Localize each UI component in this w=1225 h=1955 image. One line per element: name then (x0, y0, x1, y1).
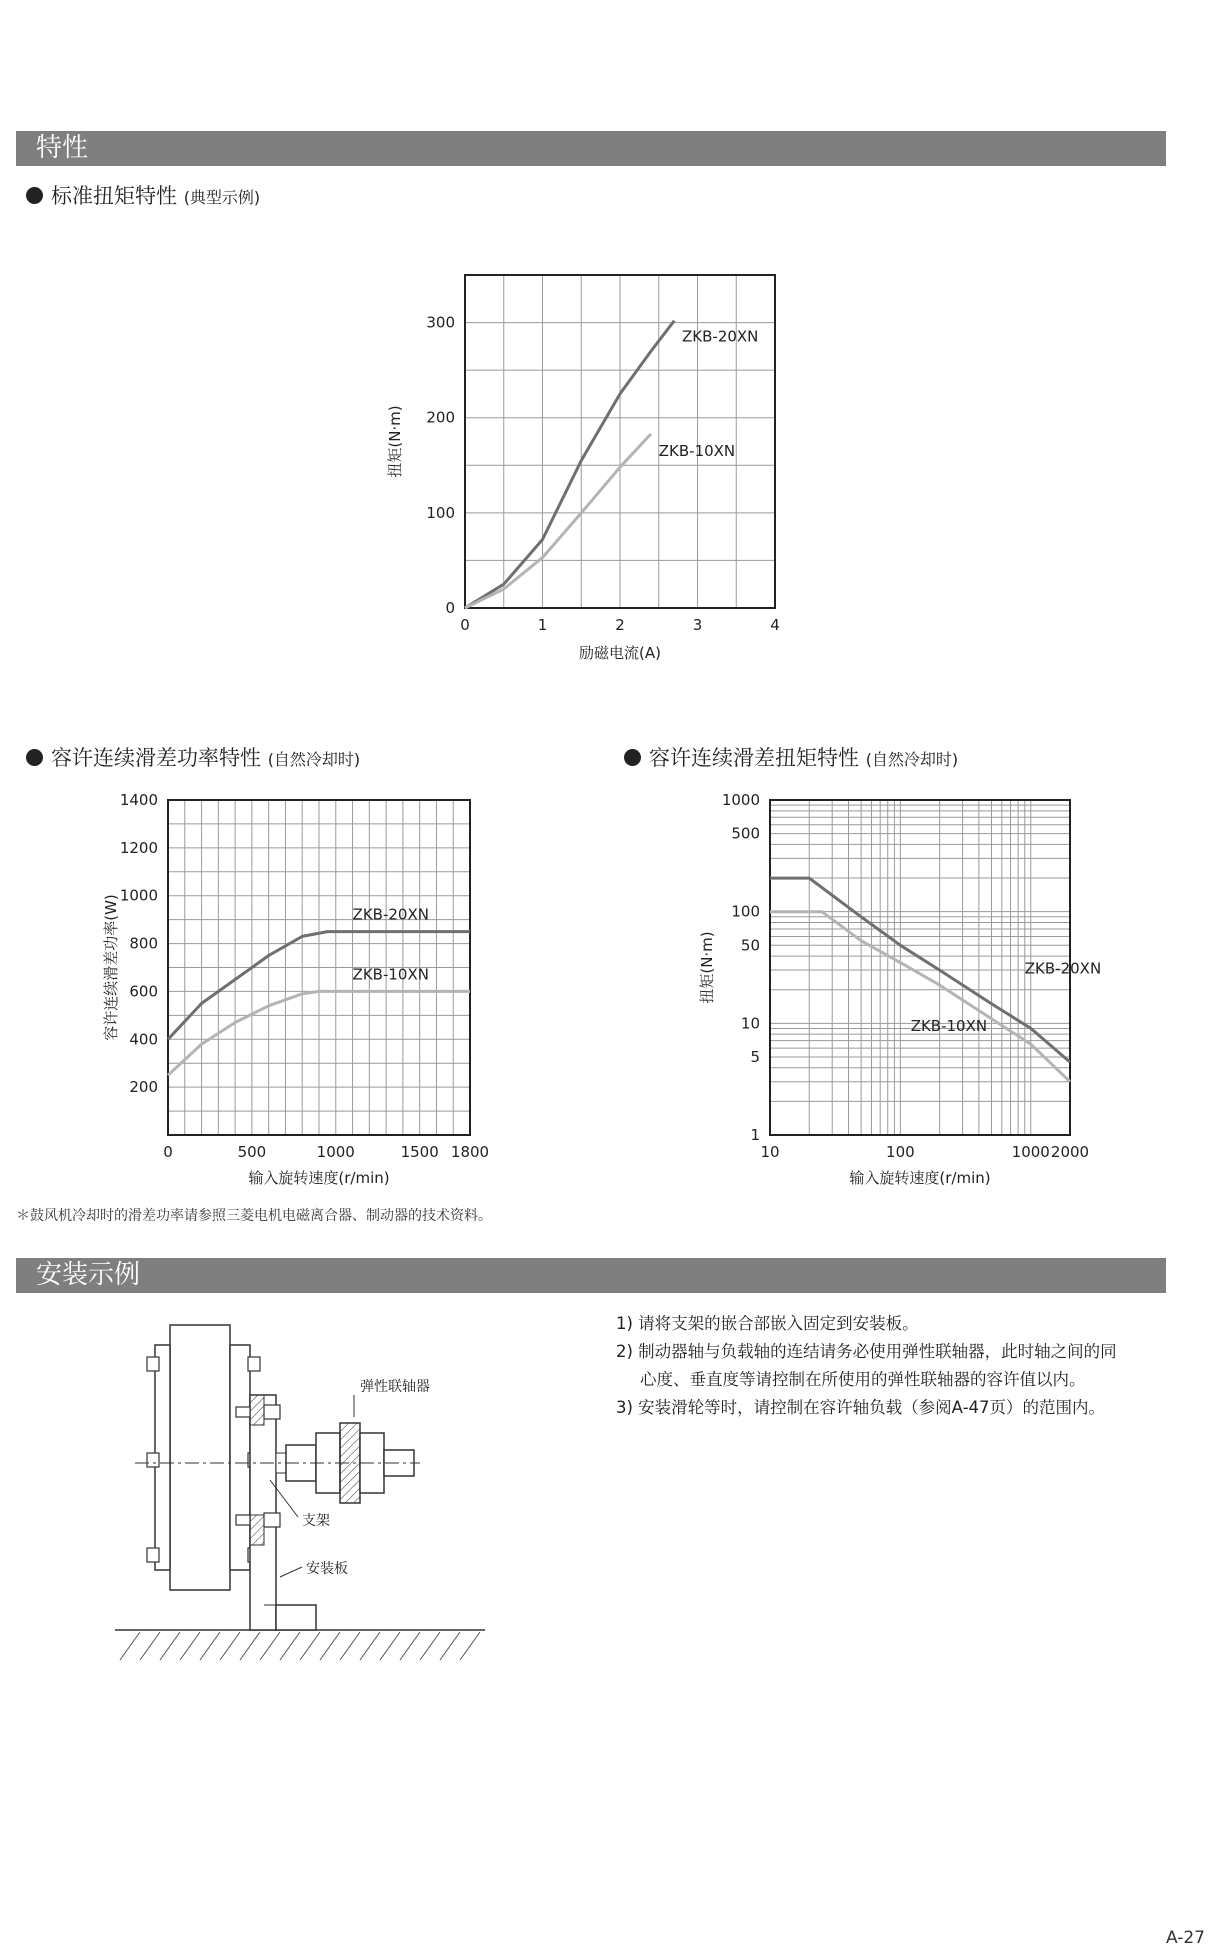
series-label: ZKB-10XN (910, 1017, 988, 1036)
series-label: ZKB-20XN (352, 905, 429, 924)
label-bracket: 支架 (302, 1513, 330, 1529)
y-axis-label: 容许连续滑差功率(W) (102, 894, 120, 1041)
y-tick-label: 200 (129, 1078, 158, 1097)
section-title: 安装示例 (36, 1260, 141, 1290)
section-header-installation (16, 1258, 1166, 1293)
series-label: ZKB-10XN (658, 441, 736, 460)
y-axis-label: 扭矩(N·m) (386, 405, 404, 478)
y-tick-label: 300 (426, 313, 455, 332)
x-tick-label: 0 (163, 1143, 173, 1161)
x-tick-label: 1000 (1011, 1143, 1050, 1161)
x-tick-label: 500 (237, 1143, 267, 1161)
section-title: 特性 (36, 133, 89, 163)
y-tick-label: 5 (750, 1047, 760, 1066)
x-tick-label: 10 (760, 1143, 780, 1161)
subhead-main: 容许连续滑差功率特性 (51, 746, 261, 770)
y-tick-label: 100 (731, 902, 760, 921)
y-tick-label: 800 (129, 934, 158, 953)
label-mounting-plate: 安装板 (306, 1561, 348, 1577)
y-tick-label: 200 (426, 408, 455, 427)
cooling-note: ＊鼓风机冷却时的滑差功率请参照三菱电机电磁离合器、制动器的技术资料。 (16, 1208, 492, 1224)
x-tick-label: 100 (886, 1143, 915, 1161)
x-tick-label: 2000 (1050, 1143, 1090, 1161)
label-coupling: 弹性联轴器 (360, 1379, 430, 1395)
y-tick-label: 1000 (721, 791, 760, 809)
y-tick-label: 1000 (119, 886, 158, 905)
y-tick-label: 100 (426, 503, 455, 522)
instruction-2: 2) 制动器轴与负载轴的连结请务必使用弹性联轴器，此时轴之间的同 (616, 1342, 1117, 1361)
y-tick-label: 1400 (119, 791, 158, 809)
subhead-note: (典型示例) (183, 188, 261, 207)
y-tick-label: 400 (129, 1030, 158, 1049)
y-tick-label: 1 (750, 1126, 760, 1144)
y-axis-label: 扭矩(N·m) (698, 931, 716, 1004)
y-tick-label: 1200 (119, 838, 158, 857)
x-axis-label: 励磁电流(A) (579, 644, 661, 662)
x-tick-label: 1 (537, 616, 548, 634)
x-tick-label: 1800 (450, 1143, 490, 1161)
page-number: A-27 (1165, 1928, 1205, 1948)
x-tick-label: 1000 (316, 1143, 355, 1161)
y-tick-label: 0 (445, 599, 455, 617)
subhead-note: (自然冷却时) (865, 750, 959, 769)
y-tick-label: 600 (129, 982, 158, 1001)
series-label: ZKB-20XN (682, 327, 759, 346)
subhead-note: (自然冷却时) (267, 750, 361, 769)
y-tick-label: 10 (740, 1014, 760, 1033)
subhead-main: 标准扭矩特性 (51, 184, 177, 208)
y-tick-label: 50 (740, 936, 760, 955)
x-tick-label: 0 (460, 616, 470, 634)
instruction-3: 3) 安装滑轮等时，请控制在容许轴负载（参阅A-47页）的范围内。 (616, 1398, 1106, 1417)
instruction-2-cont: 心度、垂直度等请控制在所使用的弹性联轴器的容许值以内。 (640, 1370, 1086, 1389)
x-axis-label: 输入旋转速度(r/min) (248, 1169, 390, 1187)
instruction-1: 1) 请将支架的嵌合部嵌入固定到安装板。 (616, 1314, 919, 1333)
subhead-main: 容许连续滑差扭矩特性 (649, 746, 859, 770)
installation-instructions (616, 1310, 1176, 1422)
x-tick-label: 2 (615, 616, 625, 634)
x-tick-label: 4 (770, 616, 780, 634)
x-tick-label: 1500 (400, 1143, 439, 1161)
x-tick-label: 3 (692, 616, 703, 634)
series-label: ZKB-20XN (1024, 959, 1102, 978)
x-axis-label: 输入旋转速度(r/min) (849, 1169, 991, 1187)
series-label: ZKB-10XN (352, 965, 429, 984)
installation-diagram (110, 1305, 490, 1675)
y-tick-label: 500 (731, 824, 760, 843)
